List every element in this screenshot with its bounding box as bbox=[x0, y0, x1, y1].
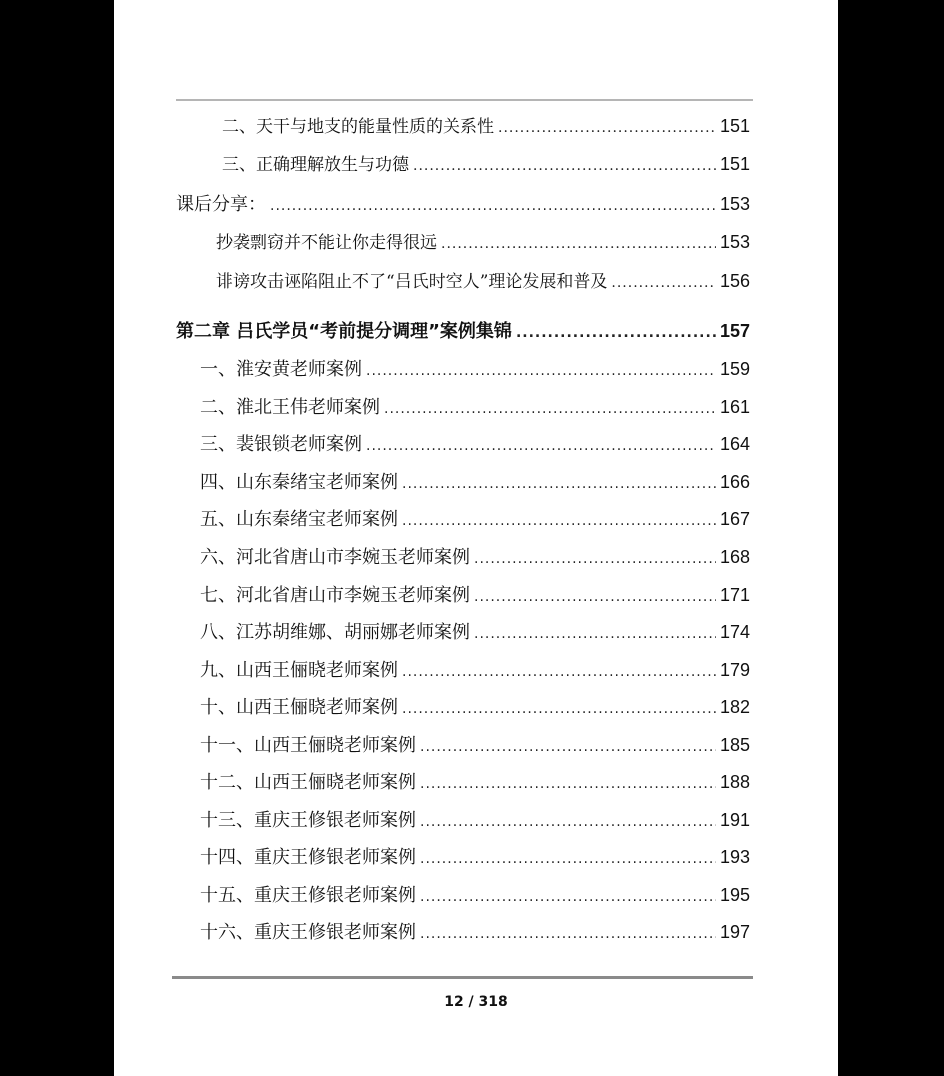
toc-leader bbox=[402, 696, 716, 722]
toc-entry-page: 156 bbox=[719, 271, 750, 291]
toc-entry[interactable] bbox=[200, 657, 750, 683]
toc-entry-page: 193 bbox=[719, 847, 750, 867]
toc-entry-page: 185 bbox=[719, 735, 750, 755]
toc-entry-page: 166 bbox=[719, 472, 750, 492]
toc-entry-page: 197 bbox=[719, 922, 750, 942]
toc-entry[interactable] bbox=[176, 191, 750, 217]
toc-entry-label: 抄袭剽窃并不能让你走得很远 bbox=[216, 233, 437, 253]
toc-entry[interactable] bbox=[222, 151, 750, 177]
toc-leader bbox=[420, 921, 716, 947]
toc-entry-page: 179 bbox=[719, 660, 750, 680]
toc-entry[interactable] bbox=[200, 431, 750, 457]
toc-leader bbox=[420, 884, 716, 910]
toc-entry-label: 十六、重庆王修银老师案例 bbox=[200, 922, 416, 943]
toc-entry-label: 三、裴银锁老师案例 bbox=[200, 434, 362, 455]
toc-entry[interactable] bbox=[200, 807, 750, 833]
toc-entry-label: 二、天干与地支的能量性质的关系性 bbox=[222, 117, 494, 137]
toc-leader bbox=[420, 846, 716, 872]
toc-entry-label: 十二、山西王俪晓老师案例 bbox=[200, 772, 416, 793]
toc-entry-page: 161 bbox=[719, 397, 750, 417]
toc-entry-page: 153 bbox=[719, 194, 750, 214]
toc-entry[interactable] bbox=[200, 882, 750, 908]
toc-leader bbox=[420, 771, 716, 797]
toc-entry-label: 六、河北省唐山市李婉玉老师案例 bbox=[200, 547, 470, 568]
toc-entry-label: 十三、重庆王修银老师案例 bbox=[200, 810, 416, 831]
toc-leader bbox=[441, 231, 716, 257]
toc-entry-page: 151 bbox=[719, 116, 750, 136]
toc-entry-label: 二、淮北王伟老师案例 bbox=[200, 397, 380, 418]
toc-entry-label: 八、江苏胡维娜、胡丽娜老师案例 bbox=[200, 622, 470, 643]
toc-entry-page: 188 bbox=[719, 772, 750, 792]
toc-leader bbox=[474, 546, 716, 572]
toc-entry-page: 195 bbox=[719, 885, 750, 905]
toc-entry[interactable] bbox=[200, 919, 750, 945]
toc-leader bbox=[420, 734, 716, 760]
toc-entry[interactable] bbox=[200, 619, 750, 645]
document-page bbox=[114, 0, 838, 1076]
toc-entry[interactable] bbox=[200, 732, 750, 758]
toc-leader bbox=[498, 115, 716, 141]
toc-entry-label: 七、河北省唐山市李婉玉老师案例 bbox=[200, 585, 470, 606]
toc-entry-page: 157 bbox=[719, 321, 750, 341]
toc-entry-label: 九、山西王俪晓老师案例 bbox=[200, 660, 398, 681]
toc-leader bbox=[402, 508, 716, 534]
toc-entry-label: 十、山西王俪晓老师案例 bbox=[200, 697, 398, 718]
toc-entry-label: 五、山东秦绪宝老师案例 bbox=[200, 509, 398, 530]
toc-entry[interactable] bbox=[200, 769, 750, 795]
toc-leader bbox=[420, 809, 716, 835]
toc-entry-page: 151 bbox=[719, 154, 750, 174]
toc-entry[interactable] bbox=[200, 469, 750, 495]
page-indicator: 12 / 318 bbox=[444, 994, 508, 1010]
toc-entry[interactable] bbox=[200, 506, 750, 532]
toc-entry[interactable] bbox=[200, 394, 750, 420]
toc-entry-label: 十四、重庆王修银老师案例 bbox=[200, 847, 416, 868]
toc-entry[interactable] bbox=[200, 582, 750, 608]
toc-leader bbox=[366, 433, 716, 459]
toc-entry-label: 十五、重庆王修银老师案例 bbox=[200, 885, 416, 906]
toc-leader bbox=[413, 153, 716, 179]
toc-leader bbox=[270, 193, 716, 219]
top-rule bbox=[176, 99, 753, 101]
toc-entry-label: 课后分享： bbox=[176, 194, 266, 215]
toc-entry-page: 159 bbox=[719, 359, 750, 379]
toc-entry-label: 一、淮安黄老师案例 bbox=[200, 359, 362, 380]
toc-entry-page: 171 bbox=[719, 585, 750, 605]
toc-entry-label: 三、正确理解放生与功德 bbox=[222, 155, 409, 175]
toc-entry-page: 153 bbox=[719, 232, 750, 252]
toc-leader bbox=[384, 396, 716, 422]
toc-chapter-entry[interactable] bbox=[176, 318, 750, 344]
toc-entry-page: 182 bbox=[719, 697, 750, 717]
toc-entry[interactable] bbox=[216, 229, 750, 255]
toc-leader bbox=[366, 358, 716, 384]
toc-entry[interactable] bbox=[200, 844, 750, 870]
toc-entry[interactable] bbox=[200, 544, 750, 570]
toc-entry[interactable] bbox=[200, 356, 750, 382]
toc-entry-label: 四、山东秦绪宝老师案例 bbox=[200, 472, 398, 493]
toc-entry-page: 168 bbox=[719, 547, 750, 567]
toc-leader bbox=[402, 471, 716, 497]
bottom-rule bbox=[172, 976, 753, 979]
toc-entry-label: 第二章 吕氏学员“考前提分调理”案例集锦 bbox=[176, 321, 512, 342]
toc-entry-page: 167 bbox=[719, 509, 750, 529]
toc-entry-label: 诽谤攻击诬陷阻止不了“吕氏时空人”理论发展和普及 bbox=[216, 272, 608, 292]
toc-leader bbox=[611, 270, 716, 296]
toc-entry-page: 191 bbox=[719, 810, 750, 830]
toc-entry-label: 十一、山西王俪晓老师案例 bbox=[200, 735, 416, 756]
toc-leader bbox=[474, 584, 716, 610]
toc-entry[interactable] bbox=[222, 113, 750, 139]
toc-entry-page: 174 bbox=[719, 622, 750, 642]
toc-entry-page: 164 bbox=[719, 434, 750, 454]
toc-leader bbox=[474, 621, 716, 647]
toc-entry[interactable] bbox=[216, 268, 750, 294]
toc-entry[interactable] bbox=[200, 694, 750, 720]
toc-leader bbox=[516, 320, 716, 346]
toc-leader bbox=[402, 659, 716, 685]
